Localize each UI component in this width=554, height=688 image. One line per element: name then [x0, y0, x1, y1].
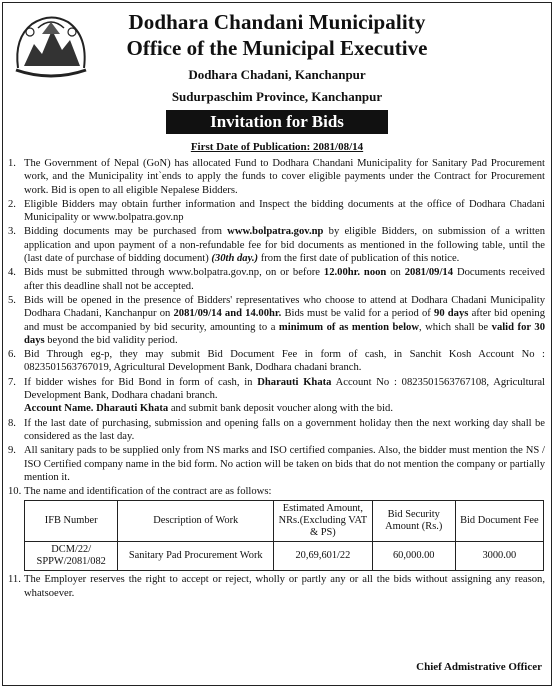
item-number: 1.: [8, 158, 16, 169]
item-text: The Government of Nepal (GoN) has allocated Fund to Dodhara Chandani Municipality for Sanitary Pad Procurement work, and the Municipality int`ends to apply the funds to cover eligible payments under the Contract for Procurement work. Bid is open to all eligible Nepalese Bidders.: [24, 158, 545, 196]
list-item: [8, 444, 545, 484]
submission-time: 12.00hr. noon: [323, 267, 387, 279]
item-number: 9.: [8, 445, 16, 457]
list-item: [8, 157, 545, 197]
office-title: Office of the Municipal Executive: [126, 36, 428, 60]
item-text: Bids must be submitted through www.bolpatra.gov.np, on or before: [24, 267, 324, 279]
table-header-row: [25, 501, 544, 542]
security-note: minimum of as mention below: [278, 321, 419, 333]
list-item: [8, 485, 545, 498]
address-line-1: Dodhara Chadani, Kanchanpur: [188, 67, 366, 82]
security-validity: valid for 30 days: [24, 321, 545, 346]
item-text: The name and identification of the contract are as follows:: [24, 486, 272, 498]
submission-date: 2081/09/14: [404, 267, 454, 279]
invitation-banner: Invitation for Bids: [166, 110, 388, 134]
item-text: from the first date of publication of this notice.: [258, 253, 460, 265]
item-number: 5.: [8, 294, 16, 306]
item-number: 6.: [8, 349, 16, 361]
list-item: [8, 225, 545, 265]
table-row: [25, 542, 544, 571]
col-bid-security: Bid Security Amount (Rs.): [372, 501, 455, 542]
cell-estimated-amount: 20,69,601/22: [274, 542, 373, 571]
validity-period: 90 days: [434, 308, 469, 320]
item-number: 10.: [8, 486, 22, 498]
item-number: 4.: [8, 267, 16, 279]
list-item: [8, 348, 545, 375]
item-text: Bids must be valid for a period of: [281, 308, 435, 320]
item-text: on: [386, 267, 405, 279]
item-text: after bid opening and must be accompanied by bid security, amounting to a: [24, 308, 545, 333]
col-estimated-amount: Estimated Amount, NRs.(Excluding VAT & PS): [274, 501, 373, 542]
item-number: 3.: [8, 226, 16, 238]
col-ifb-number: IFB Number: [25, 501, 118, 542]
item-number: 7.: [8, 376, 16, 388]
list-item: [8, 417, 545, 444]
item-text: The Employer reserves the right to accept or reject, wholly or partly any or all the bids without assigning any reason, whatsoever.: [24, 574, 545, 599]
opening-datetime: 2081/09/14 and 14.00hr.: [173, 308, 282, 320]
address-line-2: Sudurpaschim Province, Kanchanpur: [171, 89, 383, 104]
item-number: 11.: [8, 574, 21, 586]
account-name: Account Name. Dharauti Khata: [24, 403, 169, 415]
item-text: All sanitary pads to be supplied only from NS marks and ISO certified companies. Also, the bidder must mention the NS / ISO Certified company name in the bid form. No action will be taken on bids that do not mention the company or partially mention it.: [24, 445, 545, 483]
contract-table: [24, 500, 544, 571]
item-text: Documents received after this deadline shall not be accepted.: [24, 267, 545, 292]
col-bid-fee: Bid Document Fee: [455, 501, 543, 542]
municipality-title: Dodhara Chandani Municipality: [128, 10, 426, 34]
list-item: [8, 376, 545, 416]
col-description: Description of Work: [118, 501, 274, 542]
list-item: [8, 294, 545, 347]
item-text: , which shall be: [418, 321, 492, 333]
list-item: [8, 573, 545, 600]
item-number: 8.: [8, 417, 16, 429]
item-text: Bidding documents may be purchased from: [24, 226, 228, 238]
account-khata: Dharauti Khata: [257, 376, 332, 388]
item-number: 2.: [8, 198, 16, 210]
item-text: Bids will be opened in the presence of Bidders' representatives who choose to attend at Dodhara Chadani Municipality Dodhara Chadani, Kanchanpur on: [24, 294, 545, 320]
list-item: [8, 198, 545, 225]
signatory: Chief Admistrative Officer: [416, 661, 542, 673]
cell-bid-security: 60,000.00: [372, 542, 455, 571]
item-text: If bidder wishes for Bid Bond in form of cash, in: [24, 376, 258, 388]
item-text: and submit bank deposit voucher along with the bid.: [168, 403, 393, 415]
bolpatra-link: www.bolpatra.gov.np: [227, 226, 324, 238]
notice-items: [8, 157, 545, 601]
publication-date: First Date of Publication: 2081/08/14: [190, 141, 364, 153]
item-text: If the last date of purchasing, submission and opening falls on a government holiday then the next working day shall be considered as the last day.: [24, 417, 545, 442]
item-text: beyond the bid validity period.: [44, 334, 178, 346]
cell-ifb-number: DCM/22/ SPPW/2081/082: [25, 542, 118, 571]
list-item: [8, 266, 545, 293]
item-text: Eligible Bidders may obtain further information and Inspect the bidding documents at the office of Dodhara Chadani Municipality or www.bolpatra.gov.np: [24, 198, 545, 224]
item-text: Bid Through eg-p, they may submit Bid Document Fee in form of cash, in Sanchit Kosh Account No : 0823501563767019, Agricultural Development Bank, Dodhara chadani branch.: [24, 349, 545, 374]
purchase-deadline: (30th day.): [211, 253, 259, 265]
item-text: Account No : 0823501563767108, Agricultural Development Bank, Dodhara chadani branch.: [24, 376, 546, 402]
cell-bid-fee: 3000.00: [455, 542, 543, 571]
item-text: by eligible Bidders, on submission of a written application and upon payment of a non-refundable fee for bid documents as mentioned in the following table, until the (last date of purchase of bidding document): [24, 226, 546, 265]
cell-description: Sanitary Pad Procurement Work: [118, 542, 274, 571]
